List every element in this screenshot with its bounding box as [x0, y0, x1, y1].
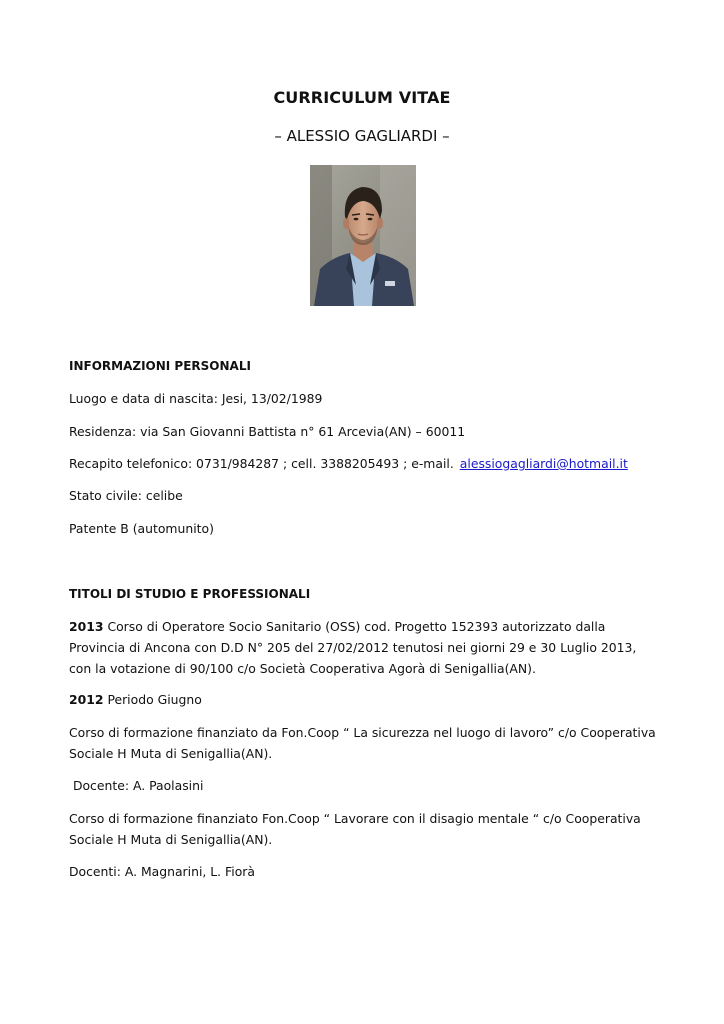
education-text: Periodo Giugno	[103, 692, 202, 707]
candidate-name: – ALESSIO GAGLIARDI –	[274, 127, 450, 145]
education-heading: TITOLI DI STUDIO E PROFESSIONALI	[69, 587, 311, 601]
birth-info: Luogo e data di nascita: Jesi, 13/02/1989	[69, 391, 323, 406]
personal-info-heading: INFORMAZIONI PERSONALI	[69, 359, 251, 373]
course-teacher-1: Docente: A. Paolasini	[69, 778, 204, 793]
course-mental-health: Corso di formazione finanziato Fon.Coop “ Lavorare con il disagio mentale “ c/o Cooperativa Sociale H Muta di Senigallia(AN).	[69, 811, 641, 847]
email-link[interactable]: alessiogagliardi@hotmail.it	[459, 456, 628, 471]
contact-info	[69, 456, 628, 471]
education-item-2013	[69, 616, 659, 679]
portrait-photo	[310, 165, 416, 306]
driving-license: Patente B (automunito)	[69, 521, 214, 536]
course-teacher-2: Docenti: A. Magnarini, L. Fiorà	[69, 864, 255, 879]
education-year: 2012	[69, 692, 104, 707]
marital-status: Stato civile: celibe	[69, 488, 183, 503]
education-year: 2013	[69, 619, 104, 634]
education-item-2012	[69, 689, 659, 710]
residence-info: Residenza: via San Giovanni Battista n° 61 Arcevia(AN) – 60011	[69, 424, 466, 439]
phone-info: Recapito telefonico: 0731/984287 ; cell. 3388205493 ; e-mail.	[69, 456, 454, 471]
course-safety: Corso di formazione finanziato da Fon.Coop “ La sicurezza nel luogo di lavoro” c/o Cooperativa Sociale H Muta di Senigallia(AN).	[69, 725, 656, 761]
document-title: CURRICULUM VITAE	[273, 88, 451, 107]
education-text: Corso di Operatore Socio Sanitario (OSS) cod. Progetto 152393 autorizzato dalla Provincia di Ancona con D.D N° 205 del 27/02/2012 tenutosi nei giorni 29 e 30 Luglio 2013, con la votazione di 90/100 c/o Società Cooperativa Agorà di Senigallia(AN).	[69, 619, 637, 676]
